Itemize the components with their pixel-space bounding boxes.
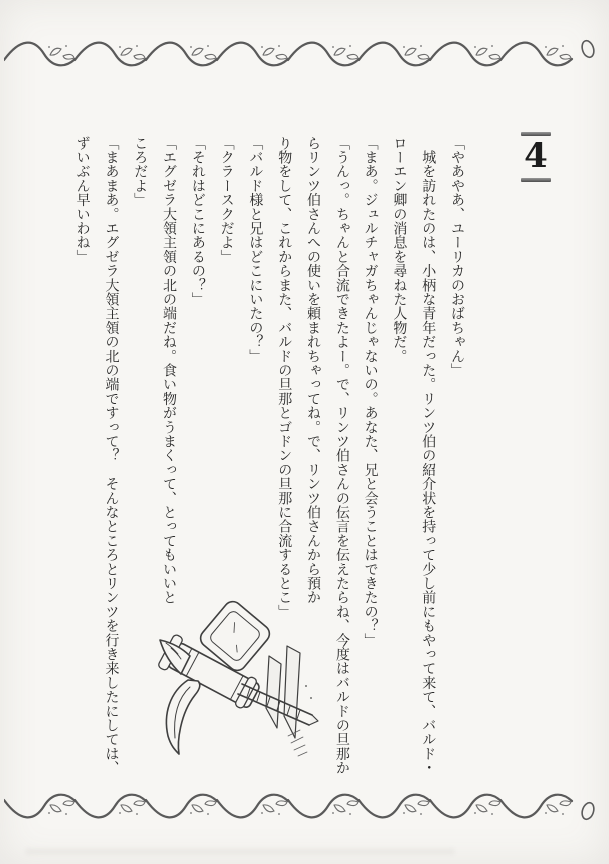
text-column: ローエン卿の消息を尋ねた人物だ。: [391, 136, 407, 364]
scroll-wave-border-top-icon: [4, 34, 604, 72]
text-column: ずいぶん早いわね」: [74, 136, 90, 264]
text-column: ころだよ」: [132, 136, 148, 207]
text-column: 「やあやあ、ユーリカのおばちゃん」: [449, 136, 464, 378]
chapter-heading: [508, 132, 564, 182]
text-column: 「まあまあ。エグゼラ大領主領の北の端ですって？ そんなところとリンツを行き来したにしては、: [103, 136, 119, 775]
text-column: らリンツ伯さんへの使いを頼まれちゃってね。で、リンツ伯さんから預か: [305, 136, 321, 605]
text-column: 「それはどこにあるの？」: [189, 136, 205, 307]
chapter-rule-bottom: [521, 178, 551, 182]
text-column: 「うんっ。ちゃんと合流できたよー。で、リンツ伯さんの伝言を伝えたらね、今度はバルドの旦那か: [333, 136, 349, 775]
text-column: 「バルド様と兄はどこにいたの？」: [247, 136, 263, 364]
text-column: 城を訪れたのは、小柄な青年だった。リンツ伯の紹介状を持って少し前にもやって来て、バルド・: [420, 136, 436, 775]
chapter-number: 4: [524, 136, 548, 176]
text-column: 「エグゼラ大領主領の北の端だね。食い物がうまくって、とってもいいと: [161, 136, 177, 605]
text-column: り物をして、これからまた、バルドの旦那とゴドンの旦那に合流するとこ」: [276, 136, 292, 619]
text-column: 「まあ。ジュルチャガちゃんじゃないの。あなた、兄と会うことはできたの？」: [362, 136, 378, 648]
scroll-wave-border-bottom-icon: [4, 788, 604, 826]
text-column: 「クラースクだよ」: [218, 136, 234, 264]
page-bleedthrough: [25, 848, 455, 855]
warhammer-illustration: [138, 596, 326, 804]
